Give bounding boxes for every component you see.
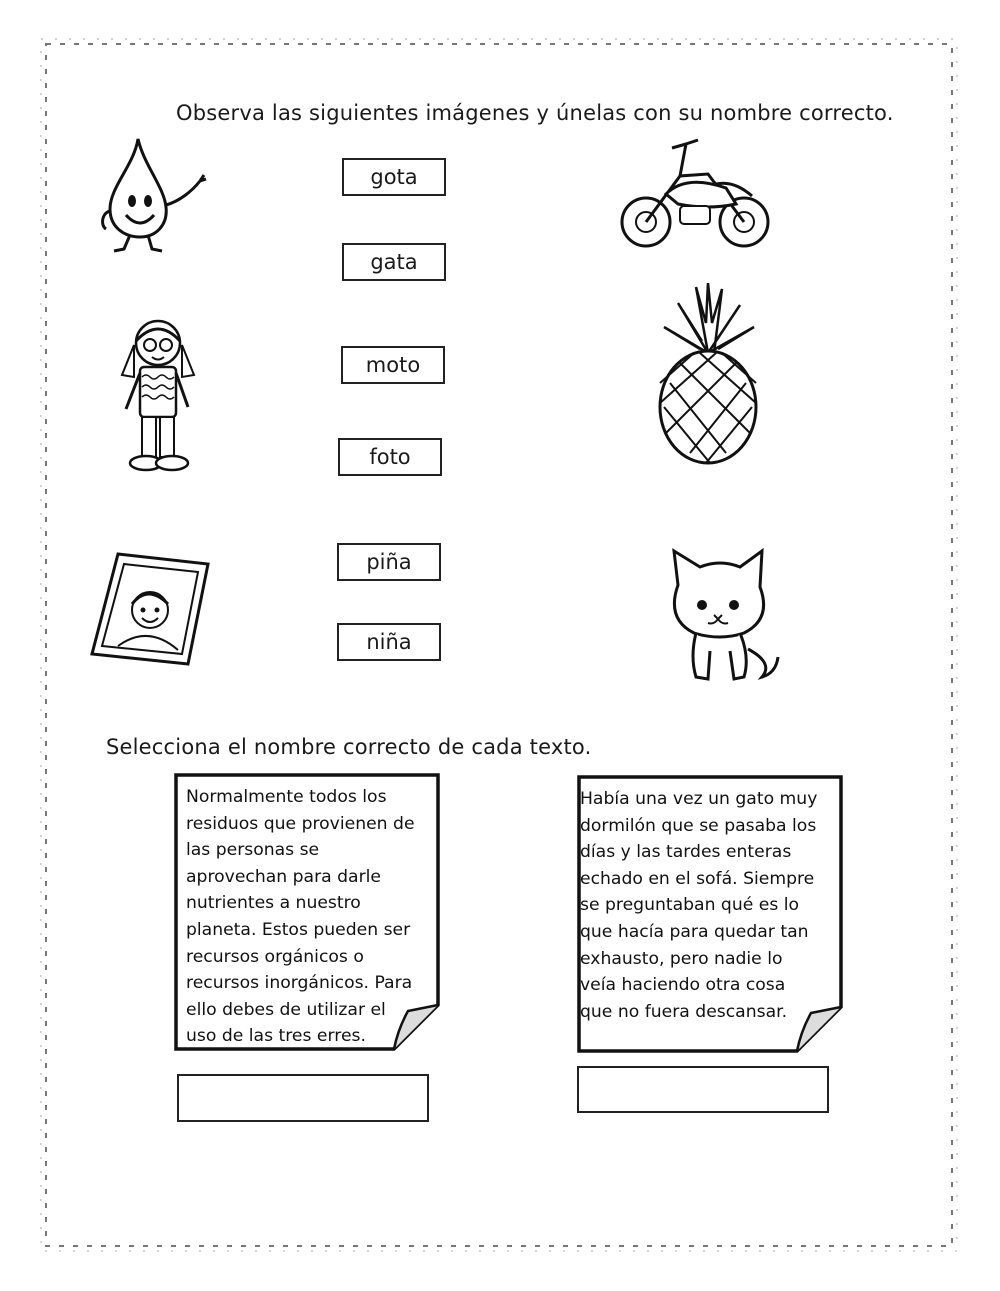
word-box-gota[interactable]: gota	[342, 158, 446, 196]
girl-image[interactable]	[108, 315, 208, 475]
text-card-2: Había una vez un gato muy dormilón que se pasaba los días y las tardes enteras echado en el sofá. Siempre se preguntaban qué es lo que hacía para quedar tan exhausto, pero nadie lo veía haciendo otra cosa que no fuera descansar.	[580, 789, 818, 1022]
word-box-pina[interactable]: piña	[337, 543, 441, 581]
photo-frame-image[interactable]	[88, 548, 214, 668]
instruction-match: Observa las siguientes imágenes y únelas con su nombre correcto.	[176, 101, 894, 125]
motorcycle-image[interactable]	[616, 134, 774, 252]
word-box-moto[interactable]: moto	[341, 346, 445, 384]
water-drop-image[interactable]	[96, 135, 208, 253]
kitten-image[interactable]	[664, 545, 782, 687]
word-box-foto[interactable]: foto	[338, 438, 442, 476]
word-box-gata[interactable]: gata	[342, 243, 446, 281]
answer-box-2[interactable]	[577, 1066, 829, 1113]
text-card-1: Normalmente todos los residuos que provienen de las personas se aprovechan para darle nutrientes a nuestro planeta. Estos pueden ser recursos orgánicos o recursos inorgánicos. Para ello debes de utilizar el uso de las tres erres.	[186, 787, 415, 1047]
word-box-nina[interactable]: niña	[337, 623, 441, 661]
answer-box-1[interactable]	[177, 1074, 429, 1122]
instruction-select: Selecciona el nombre correcto de cada texto.	[106, 735, 592, 759]
pineapple-image[interactable]	[656, 283, 760, 465]
